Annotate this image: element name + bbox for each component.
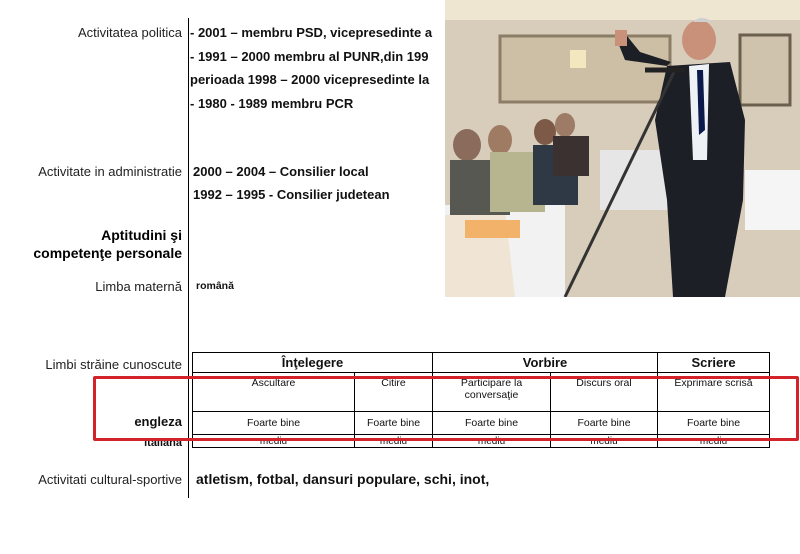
- label-activitati-cultural: Activitati cultural-sportive: [38, 472, 182, 487]
- header-intelegere: Înţelegere: [193, 353, 433, 373]
- limba-materna-value: română: [196, 280, 234, 292]
- header-vorbire: Vorbire: [433, 353, 658, 373]
- label-limbi-straine: Limbi străine cunoscute: [45, 357, 182, 372]
- subheader-ascultare: Ascultare: [193, 373, 355, 412]
- cultural-sportive-value: atletism, fotbal, dansuri populare, schi, inot,: [196, 471, 490, 487]
- subheader-exprimare: Exprimare scrisă: [658, 373, 770, 412]
- subheader-participare: Participare la conversaţie: [433, 373, 551, 412]
- table-cell: Foarte bine: [658, 412, 770, 435]
- label-limba-materna: Limba maternă: [95, 279, 182, 294]
- table-cell: mediu: [355, 435, 433, 448]
- label-aptitudini: [33, 226, 182, 262]
- subheader-citire: Citire: [355, 373, 433, 412]
- table-cell: Foarte bine: [551, 412, 658, 435]
- language-name-italiana: italiana: [144, 437, 182, 449]
- aptitudini-line-2: competenţe personale: [33, 245, 182, 261]
- highlight-box: [93, 376, 799, 441]
- event-photo-image: [445, 0, 800, 297]
- politica-item: - 2001 – membru PSD, vicepresedinte a: [190, 25, 433, 40]
- label-activitatea-politica: Activitatea politica: [77, 25, 182, 40]
- label-activitate-administratie: Activitate in administratie: [38, 164, 182, 179]
- table-cell: mediu: [433, 435, 551, 448]
- language-name-engleza: engleza: [134, 414, 182, 429]
- politica-item: - 1980 - 1989 membru PCR: [190, 96, 354, 111]
- aptitudini-line-1: Aptitudini şi: [101, 227, 182, 243]
- table-cell: Foarte bine: [433, 412, 551, 435]
- table-cell: mediu: [193, 435, 355, 448]
- table-cell: Foarte bine: [193, 412, 355, 435]
- politica-item: - 1991 – 2000 membru al PUNR,din 199: [190, 49, 429, 64]
- politica-item: perioada 1998 – 2000 vicepresedinte la: [190, 72, 430, 87]
- table-cell: mediu: [658, 435, 770, 448]
- subheader-discurs: Discurs oral: [551, 373, 658, 412]
- administratie-item: 2000 – 2004 – Consilier local: [193, 164, 369, 179]
- event-photo: [445, 0, 800, 297]
- header-scriere: Scriere: [658, 353, 770, 373]
- table-cell: mediu: [551, 435, 658, 448]
- table-header-row: [193, 353, 770, 373]
- administratie-item: 1992 – 1995 - Consilier judetean: [193, 187, 390, 202]
- table-cell: Foarte bine: [355, 412, 433, 435]
